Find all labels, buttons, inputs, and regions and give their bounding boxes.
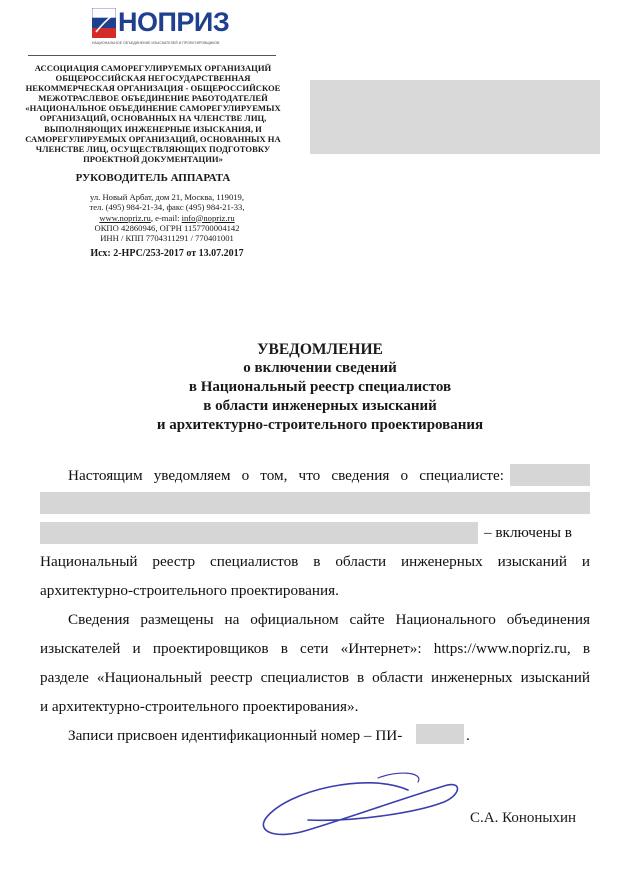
email-link[interactable]: info@nopriz.ru xyxy=(181,212,235,223)
logo-text: НОПРИЗ xyxy=(118,7,230,37)
association-line: МЕЖОТРАСЛЕВОЕ ОБЪЕДИНЕНИЕ РАБОТОДАТЕЛЕЙ xyxy=(38,93,268,104)
association-line: ОРГАНИЗАЦИЙ, ОСНОВАННЫХ НА ЧЛЕНСТВЕ ЛИЦ, xyxy=(39,113,267,124)
association-line: ОБЩЕРОССИЙСКАЯ НЕГОСУДАРСТВЕННАЯ xyxy=(55,73,251,84)
paragraph-3-end: . xyxy=(466,727,470,744)
head-title: РУКОВОДИТЕЛЬ АППАРАТА xyxy=(75,172,231,184)
association-line: «НАЦИОНАЛЬНОЕ ОБЪЕДИНЕНИЕ САМОРЕГУЛИРУЕМЫХ xyxy=(25,103,281,114)
nopriz-logo xyxy=(92,6,230,48)
russian-flag-icon xyxy=(92,8,116,38)
paragraph-3-text: Записи присвоен идентификационный номер – ПИ- xyxy=(68,727,403,744)
logo-tagline: НАЦИОНАЛЬНОЕ ОБЪЕДИНЕНИЕ ИЗЫСКАТЕЛЕЙ И ПРОЕКТИРОВЩИКОВ xyxy=(92,41,220,45)
association-line: ЧЛЕНСТВЕ ЛИЦ, ОСУЩЕСТВЛЯЮЩИХ ПОДГОТОВКУ xyxy=(35,143,271,154)
specialist-name-redacted xyxy=(510,464,590,486)
okpo-ogrn: ОКПО 42860946, ОГРН 1157700004142 xyxy=(94,222,240,233)
signature-icon xyxy=(248,760,468,850)
association-name xyxy=(22,63,284,164)
notice-subtitle-line: в области инженерных изысканий xyxy=(203,398,437,414)
association-line: ВЫПОЛНЯЮЩИХ ИНЖЕНЕРНЫЕ ИЗЫСКАНИЯ, И xyxy=(44,123,262,134)
included-text: – включены в xyxy=(484,524,572,541)
outgoing-reference: Исх: 2-НРС/253-2017 от 13.07.2017 xyxy=(90,248,244,259)
email-prefix: , e-mail: xyxy=(150,212,182,223)
notice-subtitle-line: о включении сведений xyxy=(243,360,397,376)
website-link[interactable]: www.nopriz.ru xyxy=(99,212,151,223)
notice-subtitle-line: в Национальный реестр специалистов xyxy=(188,379,452,395)
paragraph-1-line-4: архитектурно-строительного проектирования. xyxy=(40,582,339,599)
signatory-name: С.А. Кононыхин xyxy=(470,810,577,826)
specialist-details-redacted xyxy=(40,492,590,514)
address: ул. Новый Арбат, дом 21, Москва, 119019, xyxy=(89,192,245,202)
specialist-details-redacted xyxy=(40,522,478,544)
association-line: НЕКОММЕРЧЕСКАЯ ОРГАНИЗАЦИЯ - ОБЩЕРОССИЙСКОЕ xyxy=(25,83,281,94)
inn-kpp: ИНН / КПП 7704311291 / 770401001 xyxy=(100,233,234,244)
paragraph-2-line-4: и архитектурно-строительного проектирования». xyxy=(40,698,359,715)
web-email-line xyxy=(22,213,312,223)
notice-title-block xyxy=(40,340,600,435)
paragraph-1-line-1: Настоящим уведомляем о том, что сведения о специалисте: xyxy=(68,467,504,484)
notice-title: УВЕДОМЛЕНИЕ xyxy=(257,341,383,358)
paragraph-2-line-3: разделе «Национальный реестр специалистов в области инженерных изысканий xyxy=(40,669,590,686)
paragraph-2-line-1: Сведения размещены на официальном сайте Национального объединения xyxy=(68,611,590,628)
association-line: САМОРЕГУЛИРУЕМЫХ ОРГАНИЗАЦИЙ, ОСНОВАННЫХ НА xyxy=(25,133,281,144)
id-number-redacted xyxy=(416,724,464,744)
recipient-address-redacted xyxy=(310,80,600,154)
paragraph-1-line-3: Национальный реестр специалистов в области инженерных изысканий и xyxy=(40,553,590,570)
paragraph-2-line-2: изыскателей и проектировщиков в сети «Интернет»: https://www.nopriz.ru, в xyxy=(40,640,590,657)
letterhead-divider xyxy=(28,55,276,56)
association-line: ПРОЕКТНОЙ ДОКУМЕНТАЦИИ» xyxy=(83,153,223,164)
contact-block xyxy=(22,192,312,243)
association-line: АССОЦИАЦИЯ САМОРЕГУЛИРУЕМЫХ ОРГАНИЗАЦИЙ xyxy=(34,63,272,73)
notice-subtitle-line: и архитектурно-строительного проектирования xyxy=(156,417,484,433)
phones: тел. (495) 984-21-34, факс (495) 984-21-33, xyxy=(89,202,245,213)
